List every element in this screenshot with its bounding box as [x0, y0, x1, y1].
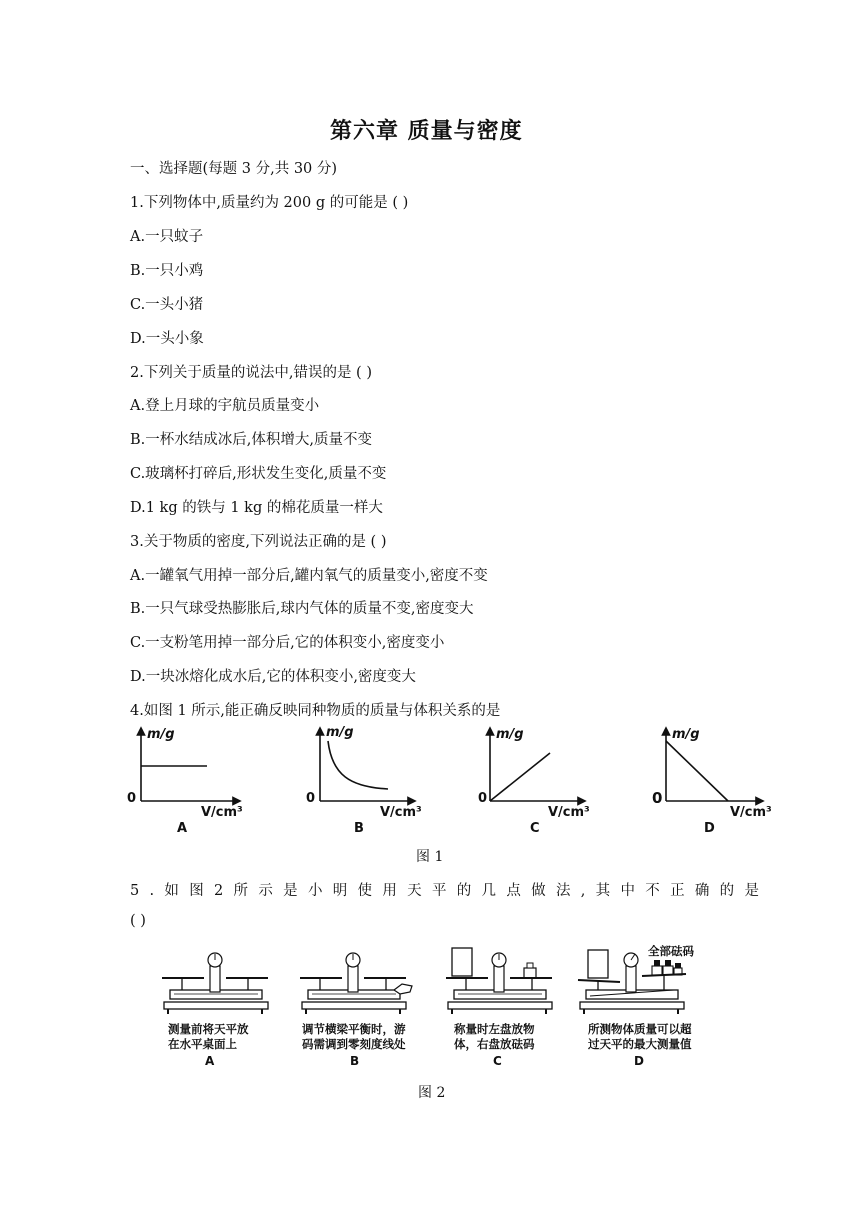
balance-b-letter: B [350, 1054, 360, 1068]
balance-d-letter: D [634, 1054, 644, 1068]
question-5-paren: ( ) [130, 913, 146, 929]
graph-a-xlabel: V/cm³ [201, 805, 243, 820]
page-title: 第六章 质量与密度 [330, 119, 523, 144]
balance-c-caption-line1: 称量时左盘放物 [454, 1022, 535, 1036]
question-2-option-c: C.玻璃杯打碎后,形状发生变化,质量不变 [130, 466, 387, 482]
graph-a-ylabel: m/g [147, 727, 175, 742]
question-2-stem: 2.下列关于质量的说法中,错误的是 ( ) [130, 365, 372, 381]
graph-c-line [490, 753, 550, 801]
graph-d-origin: 0 [652, 789, 663, 807]
graph-b-letter: B [354, 821, 364, 836]
question-2-option-b: B.一杯水结成冰后,体积增大,质量不变 [130, 432, 372, 448]
balance-a-caption-line1: 测量前将天平放 [168, 1022, 249, 1036]
balance-b-caption-line1: 调节横梁平衡时，游 [302, 1022, 406, 1036]
graph-c-origin: 0 [478, 791, 488, 806]
question-4-stem: 4.如图 1 所示,能正确反映同种物质的质量与体积关系的是 [130, 703, 501, 719]
graph-d-line [666, 741, 728, 801]
figure-1-caption: 图 1 [416, 849, 444, 865]
balance-c-drawing [444, 944, 556, 1020]
graph-b-curve [328, 741, 388, 789]
question-1-option-b: B.一只小鸡 [130, 263, 204, 279]
balance-figure-c [444, 944, 556, 1020]
question-1-option-d: D.一头小象 [130, 331, 204, 347]
question-2-option-d: D.1 kg 的铁与 1 kg 的棉花质量一样大 [130, 500, 383, 516]
graph-b-origin: 0 [306, 791, 316, 806]
balance-b-drawing [298, 950, 416, 1020]
graph-c [476, 725, 606, 835]
balance-a-caption [168, 1022, 249, 1052]
graph-c-ylabel: m/g [496, 727, 524, 742]
section-heading: 一、选择题(每题 3 分,共 30 分) [130, 161, 338, 177]
graph-a-origin: 0 [127, 791, 137, 806]
graph-c-letter: C [530, 821, 540, 836]
graph-d-letter: D [704, 821, 715, 836]
question-1-option-a: A.一只蚊子 [130, 229, 204, 245]
balance-d-extra-label: 全部砝码 [648, 944, 694, 958]
figure-2-caption: 图 2 [418, 1085, 446, 1101]
balance-c-caption-line2: 体，右盘放砝码 [454, 1037, 535, 1051]
balance-a-drawing [160, 950, 270, 1020]
graph-b-xlabel: V/cm³ [380, 805, 422, 820]
graph-d-xlabel: V/cm³ [730, 805, 772, 820]
question-3-option-d: D.一块冰熔化成水后,它的体积变小,密度变大 [130, 669, 416, 685]
graph-b [300, 725, 430, 835]
graph-a-letter: A [177, 821, 188, 836]
question-2-option-a: A.登上月球的宇航员质量变小 [130, 398, 320, 414]
graph-a [125, 725, 255, 835]
balance-figure-b [298, 950, 416, 1020]
balance-d-caption-line1: 所测物体质量可以超 [588, 1022, 692, 1036]
question-3-option-c: C.一支粉笔用掉一部分后,它的体积变小,密度变小 [130, 635, 445, 651]
balance-b-caption-line2: 码需调到零刻度线处 [302, 1037, 406, 1051]
question-3-option-a: A.一罐氧气用掉一部分后,罐内氧气的质量变小,密度不变 [130, 568, 488, 584]
balance-c-letter: C [493, 1054, 502, 1068]
graph-d-ylabel: m/g [672, 727, 700, 742]
balance-a-caption-line2: 在水平桌面上 [168, 1037, 237, 1051]
balance-d-caption-line2: 过天平的最大测量值 [588, 1037, 692, 1051]
graph-b-ylabel: m/g [326, 725, 354, 740]
question-3-option-b: B.一只气球受热膨胀后,球内气体的质量不变,密度变大 [130, 601, 474, 617]
balance-figure-a [160, 950, 270, 1020]
question-3-stem: 3.关于物质的密度,下列说法正确的是 ( ) [130, 534, 387, 550]
balance-a-letter: A [205, 1054, 215, 1068]
graph-c-xlabel: V/cm³ [548, 805, 590, 820]
question-1-stem: 1.下列物体中,质量约为 200 g 的可能是 ( ) [130, 195, 409, 211]
graph-d [650, 725, 780, 835]
balance-c-caption [454, 1022, 535, 1052]
question-1-option-c: C.一头小猪 [130, 297, 204, 313]
balance-d-caption [588, 1022, 692, 1052]
balance-b-caption [302, 1022, 406, 1052]
question-5-stem: 5.如图2所示是小明使用天平的几点做法,其中不正确的是 [130, 883, 770, 899]
